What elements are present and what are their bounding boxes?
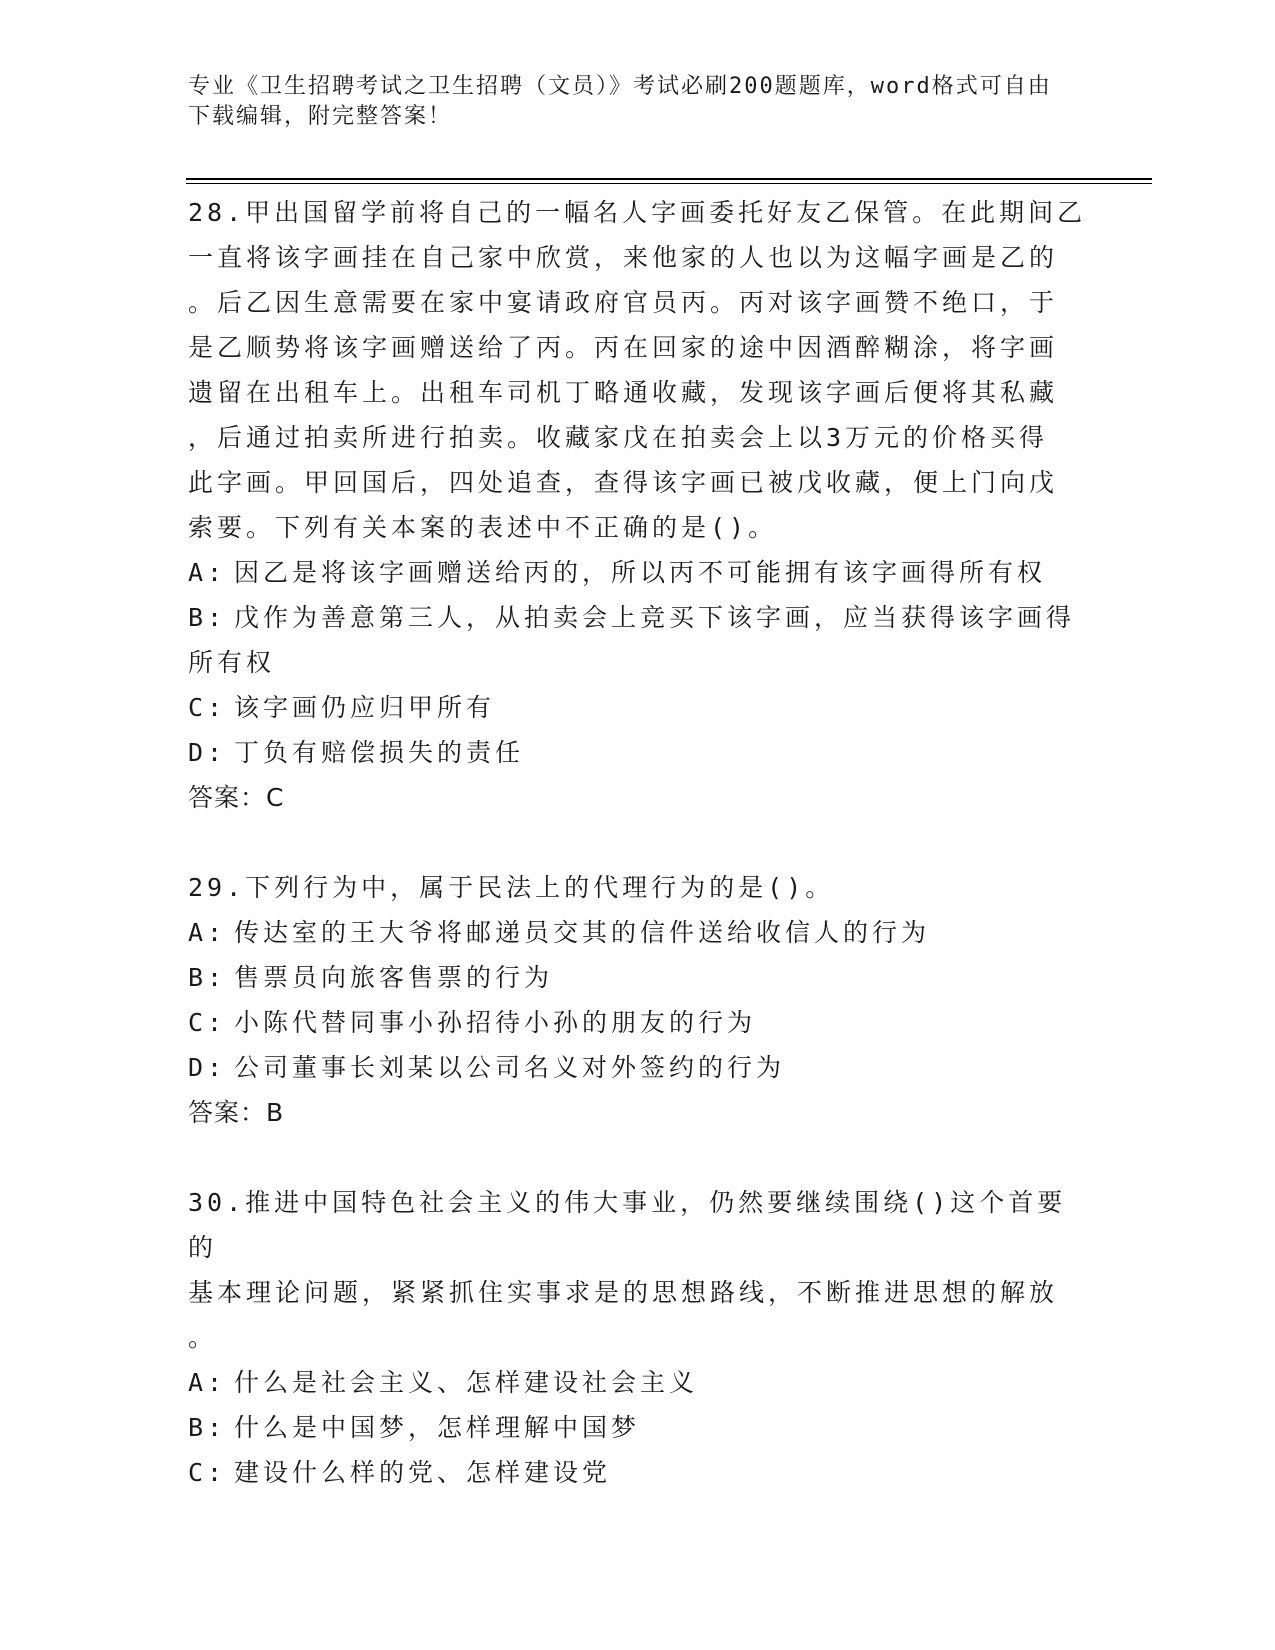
question-text-line: 此字画。甲回国后，四处追查，查得该字画已被戊收藏，便上门向戊 (188, 468, 1059, 497)
option-text: 戊作为善意第三人，从拍卖会上竞买下该字画，应当获得该字画得 (234, 603, 1076, 632)
option-line (188, 1000, 1088, 1045)
header-divider-thick (186, 178, 1152, 180)
option-text: 公司董事长刘某以公司名义对外签约的行为 (234, 1053, 786, 1082)
option-line (188, 1450, 1088, 1495)
option-text: 所有权 (188, 648, 276, 677)
option-label: B: (188, 963, 227, 992)
option-text: 该字画仍应归甲所有 (234, 693, 496, 722)
option-label: C: (188, 1458, 227, 1487)
option-line (188, 640, 1088, 685)
document-header: 专业《卫生招聘考试之卫生招聘（文员）》考试必刷200题题库，word格式可自由下载编辑，附完整答案！ (188, 74, 1052, 129)
question-text-line: 索要。下列有关本案的表述中不正确的是()。 (188, 513, 778, 542)
option-text: 因乙是将该字画赠送给丙的，所以丙不可能拥有该字画得所有权 (234, 558, 1047, 587)
question-text-line: 30.推进中国特色社会主义的伟大事业，仍然要继续围绕()这个首要的 (188, 1188, 1067, 1262)
option-line (188, 685, 1088, 730)
option-label: A: (188, 558, 227, 587)
option-text: 什么是中国梦，怎样理解中国梦 (234, 1413, 641, 1442)
question-block (188, 1180, 1088, 1495)
option-line (188, 1405, 1088, 1450)
question-text-line: 。 (188, 1323, 218, 1352)
option-text: 丁负有赔偿损失的责任 (234, 738, 525, 767)
question-text-line: 是乙顺势将该字画赠送给了丙。丙在回家的途中因酒醉糊涂，将字画 (188, 333, 1059, 362)
option-text: 建设什么样的党、怎样建设党 (234, 1458, 612, 1487)
option-text: 售票员向旅客售票的行为 (234, 963, 554, 992)
option-label: D: (188, 1053, 227, 1082)
question-text-line: 遗留在出租车上。出租车司机丁略通收藏，发现该字画后便将其私藏 (188, 378, 1059, 407)
question-text-line: ，后通过拍卖所进行拍卖。收藏家戊在拍卖会上以3万元的价格买得 (188, 423, 1049, 452)
question-block (188, 865, 1088, 1135)
question-spacer (188, 820, 1088, 865)
question-text-line: 一直将该字画挂在自己家中欣赏，来他家的人也以为这幅字画是乙的 (188, 243, 1059, 272)
question-text-line: 29.下列行为中，属于民法上的代理行为的是()。 (188, 873, 835, 902)
question-text-line: 28.甲出国留学前将自己的一幅名人字画委托好友乙保管。在此期间乙 (188, 198, 1087, 227)
answer-line: 答案：C (188, 783, 285, 812)
option-line (188, 730, 1088, 775)
option-label: B: (188, 1413, 227, 1442)
option-line (188, 1045, 1088, 1090)
question-text-line: 基本理论问题，紧紧抓住实事求是的思想路线，不断推进思想的解放 (188, 1278, 1059, 1307)
question-list (188, 190, 1088, 1495)
header-divider-thin (186, 183, 1152, 184)
question-block (188, 190, 1088, 820)
option-line (188, 910, 1088, 955)
option-label: A: (188, 1368, 227, 1397)
option-label: A: (188, 918, 227, 947)
question-spacer (188, 1135, 1088, 1180)
option-line (188, 1360, 1088, 1405)
option-label: B: (188, 603, 227, 632)
answer-line: 答案：B (188, 1098, 285, 1127)
option-label: C: (188, 693, 227, 722)
option-text: 什么是社会主义、怎样建设社会主义 (234, 1368, 699, 1397)
question-text-line: 。后乙因生意需要在家中宴请政府官员丙。丙对该字画赞不绝口，于 (188, 288, 1059, 317)
option-label: C: (188, 1008, 227, 1037)
option-line (188, 550, 1088, 595)
option-text: 小陈代替同事小孙招待小孙的朋友的行为 (234, 1008, 757, 1037)
option-line (188, 955, 1088, 1000)
option-label: D: (188, 738, 227, 767)
option-text: 传达室的王大爷将邮递员交其的信件送给收信人的行为 (234, 918, 931, 947)
option-line (188, 595, 1088, 640)
